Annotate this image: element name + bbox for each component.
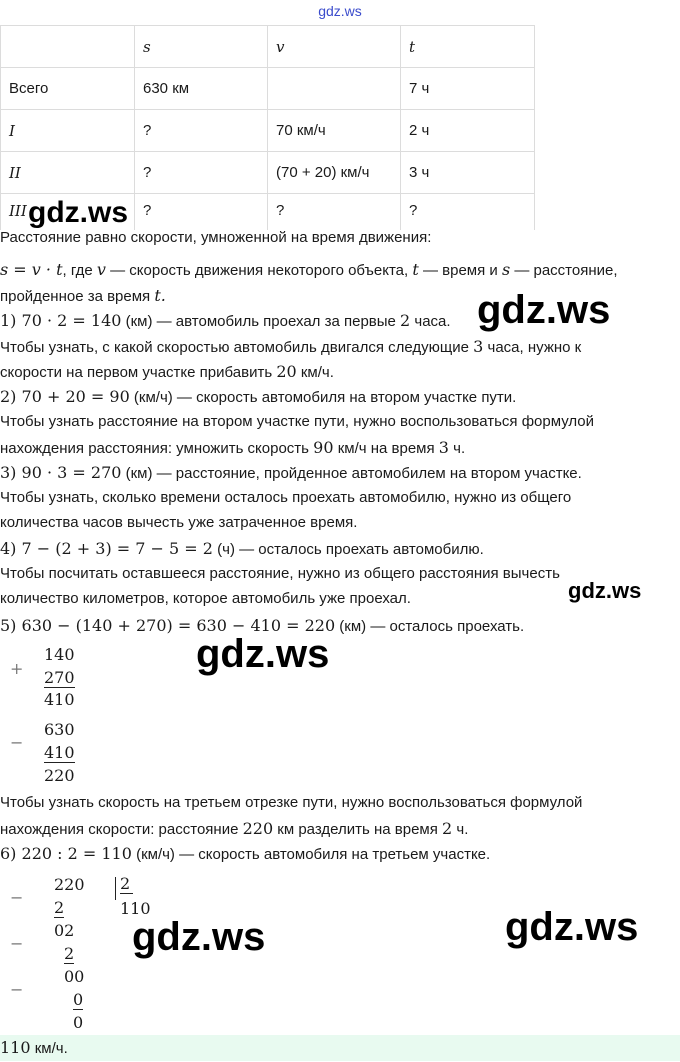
table-cell: 7 ч bbox=[401, 68, 535, 110]
calc-number: 2 bbox=[54, 898, 65, 917]
math: 2) 70 + 20 = 90 bbox=[0, 387, 130, 406]
text-span: — расстояние, bbox=[510, 262, 618, 279]
text-line bbox=[0, 260, 618, 279]
calc-quotient: 110 bbox=[120, 899, 151, 918]
text-span: км/ч. bbox=[296, 364, 334, 381]
text-span: (км/ч) — скорость автомобиля на втором участке пути. bbox=[129, 389, 517, 406]
calc-number: 2 bbox=[64, 944, 75, 963]
watermark-1: gdz.ws bbox=[28, 196, 129, 229]
text-span: (км/ч) — скорость автомобиля на третьем участке. bbox=[131, 846, 491, 863]
table-header-row bbox=[1, 26, 535, 68]
math: 5) 630 − (140 + 270) = 630 − 410 = 220 bbox=[0, 616, 336, 635]
calc-number: 00 bbox=[64, 967, 85, 986]
text-line bbox=[0, 413, 594, 430]
calc-number: 140 bbox=[44, 645, 75, 664]
table-cell bbox=[268, 68, 401, 110]
text-span: км/ч. bbox=[30, 1040, 68, 1057]
table-cell: ? bbox=[135, 110, 268, 152]
watermark-4: gdz.ws bbox=[196, 632, 330, 676]
watermark-6: gdz.ws bbox=[505, 905, 639, 949]
math: s bbox=[501, 260, 511, 279]
calc-divisor: 2 bbox=[120, 874, 133, 894]
math: 1) 70 · 2 = 140 bbox=[0, 311, 122, 330]
table-header-cell: v bbox=[268, 26, 401, 68]
step-4 bbox=[0, 539, 484, 558]
text-span: скорости на первом участке прибавить bbox=[0, 364, 277, 381]
text-span: (км) — осталось проехать. bbox=[335, 618, 525, 635]
calc-result: 410 bbox=[44, 690, 75, 709]
table-cell: I bbox=[1, 110, 135, 152]
table-cell: III bbox=[1, 194, 135, 231]
text-span: км/ч на время bbox=[333, 440, 439, 457]
text-span: Чтобы узнать, с какой скоростью автомобиль двигался следующие bbox=[0, 339, 474, 356]
table-cell: 2 ч bbox=[401, 110, 535, 152]
calc-number: 630 bbox=[44, 720, 75, 739]
math: 3 bbox=[473, 337, 484, 356]
math: 3) 90 · 3 = 270 bbox=[0, 463, 122, 482]
table-header-cell: s bbox=[135, 26, 268, 68]
math: t. bbox=[154, 286, 166, 305]
text-span: (км) — автомобиль проехал за первые bbox=[121, 313, 401, 330]
text-span: Чтобы узнать расстояние на втором участке пути, нужно воспользоваться формулой bbox=[0, 413, 595, 430]
math: 110 bbox=[0, 1038, 31, 1057]
text-span: количества часов вычесть уже затраченное время. bbox=[0, 514, 358, 531]
text-span: Чтобы посчитать оставшееся расстояние, нужно из общего расстояния вычесть bbox=[0, 565, 560, 582]
text-line bbox=[0, 362, 334, 381]
text-span: нахождения расстояния: умножить скорость bbox=[0, 440, 314, 457]
table-cell: ? bbox=[135, 194, 268, 231]
text-span: км разделить на время bbox=[273, 821, 443, 838]
text-line bbox=[0, 565, 560, 582]
text-line bbox=[0, 489, 571, 506]
table-cell: (70 + 20) км/ч bbox=[268, 152, 401, 194]
step-6 bbox=[0, 844, 490, 863]
answer-line bbox=[0, 1035, 680, 1061]
table-row bbox=[1, 152, 535, 194]
calc-number: 0 bbox=[73, 1013, 84, 1032]
table-header-cell bbox=[1, 26, 135, 68]
text-span: — время и bbox=[418, 262, 502, 279]
math: 3 bbox=[438, 438, 449, 457]
text-line bbox=[0, 514, 357, 531]
minus-sign: − bbox=[10, 934, 24, 953]
table-header-cell: t bbox=[401, 26, 535, 68]
text-span: нахождения скорости: расстояние bbox=[0, 821, 243, 838]
minus-sign: − bbox=[10, 980, 24, 999]
text-span: часа, нужно к bbox=[483, 339, 582, 356]
calc-dividend: 220 bbox=[54, 875, 85, 894]
table-row bbox=[1, 110, 535, 152]
math: 20 bbox=[276, 362, 297, 381]
step-1 bbox=[0, 311, 451, 330]
calc-number: 0 bbox=[73, 990, 84, 1009]
text-span: Чтобы узнать скорость на третьем отрезке пути, нужно воспользоваться формулой bbox=[0, 794, 583, 811]
math: 220 bbox=[242, 819, 274, 838]
table-cell: ? bbox=[135, 152, 268, 194]
watermark-top: gdz.ws bbox=[318, 3, 362, 19]
division-bar bbox=[115, 877, 116, 900]
table-cell: ? bbox=[268, 194, 401, 231]
table-cell: 70 км/ч bbox=[268, 110, 401, 152]
text-span: , где bbox=[62, 262, 97, 279]
calc-number: 270 bbox=[44, 668, 75, 687]
table-cell: 3 ч bbox=[401, 152, 535, 194]
math: 2 bbox=[400, 311, 411, 330]
math: 90 bbox=[313, 438, 334, 457]
text-span: — скорость движения некоторого объекта, bbox=[105, 262, 413, 279]
text-span: Расстояние равно скорости, умноженной на время движения: bbox=[0, 229, 432, 246]
calc-number: 410 bbox=[44, 743, 75, 762]
math: t bbox=[412, 260, 419, 279]
math: 6) 220 : 2 = 110 bbox=[0, 844, 132, 863]
text-span: ч. bbox=[448, 440, 466, 457]
math: s = v · t bbox=[0, 260, 63, 279]
watermark-5: gdz.ws bbox=[132, 915, 266, 959]
calc-result: 220 bbox=[44, 766, 75, 785]
minus-sign: − bbox=[10, 888, 24, 907]
watermark-2: gdz.ws bbox=[477, 288, 611, 332]
text-span: ч. bbox=[452, 821, 469, 838]
math: 4) 7 − (2 + 3) = 7 − 5 = 2 bbox=[0, 539, 213, 558]
text-span: Чтобы узнать, сколько времени осталось проехать автомобилю, нужно из общего bbox=[0, 489, 572, 506]
step-2 bbox=[0, 387, 516, 406]
text-line bbox=[0, 229, 431, 246]
table-cell: Всего bbox=[1, 68, 135, 110]
text-span: (км) — расстояние, пройденное автомобилем на втором участке. bbox=[121, 465, 582, 482]
text-line bbox=[0, 819, 468, 838]
watermark-3: gdz.ws bbox=[568, 578, 642, 603]
step-3 bbox=[0, 463, 582, 482]
minus-sign: − bbox=[10, 733, 24, 752]
table-cell: 630 км bbox=[135, 68, 268, 110]
text-span: (ч) — осталось проехать автомобилю. bbox=[212, 541, 484, 558]
text-line bbox=[0, 590, 411, 607]
text-line bbox=[0, 286, 166, 305]
math: v bbox=[96, 260, 106, 279]
plus-sign: + bbox=[10, 659, 24, 678]
text-line bbox=[0, 794, 582, 811]
text-line bbox=[0, 337, 581, 356]
calc-number: 02 bbox=[54, 921, 75, 940]
table-cell: ? bbox=[401, 194, 535, 231]
math: 2 bbox=[442, 819, 453, 838]
text-span: пройденное за время bbox=[0, 288, 155, 305]
text-line bbox=[0, 438, 465, 457]
text-span: часа. bbox=[410, 313, 451, 330]
table-row bbox=[1, 68, 535, 110]
table-cell: II bbox=[1, 152, 135, 194]
text-span: количество километров, которое автомобиль уже проехал. bbox=[0, 590, 411, 607]
